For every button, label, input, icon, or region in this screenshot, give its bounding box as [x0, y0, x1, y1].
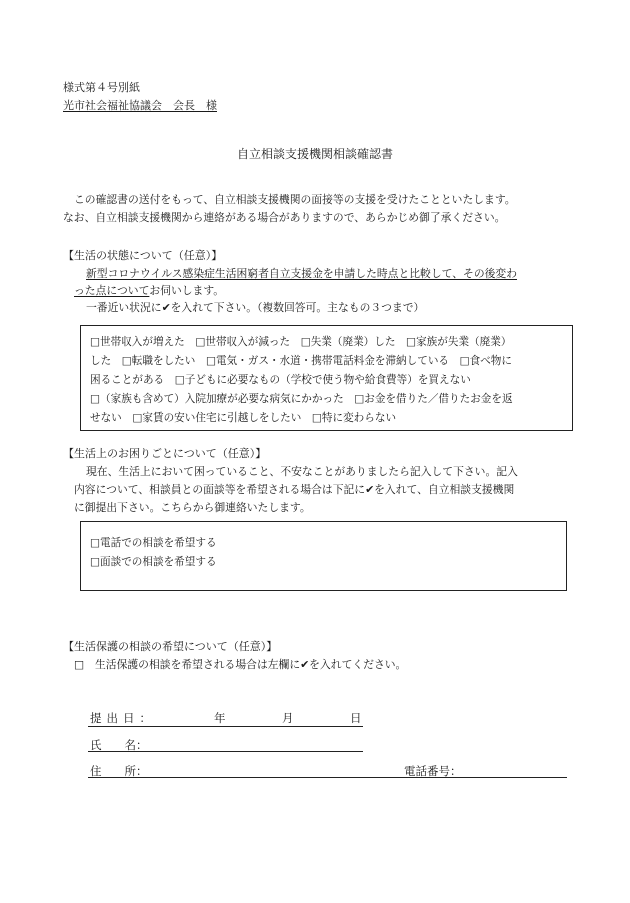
section-status-desc-2-rest: お伺いします。: [149, 284, 225, 297]
addressee: 光市社会福祉協議会 会長 様: [63, 99, 217, 112]
section-status-desc-2-underlined: った点について: [74, 284, 150, 297]
welfare-consult-checkbox[interactable]: □ 生活保護の相談を希望される場合は左欄に✔を入れてください。: [74, 658, 407, 671]
status-options-line[interactable]: □（家族も含めて）入院加療が必要な病気にかかった □お金を借りた／借りたお金を返: [90, 393, 513, 405]
section-troubles-heading: 【生活上のお困りごとについて（任意）】: [63, 447, 267, 460]
date-field-line[interactable]: [88, 726, 363, 727]
month-label: 月: [282, 711, 294, 725]
section-status-desc-1: 新型コロナウイルス感染症生活困窮者自立支援金を申請した時点と比較して、その後変わ: [86, 267, 518, 280]
status-options-box: [80, 325, 573, 431]
address-phone-field-line[interactable]: [88, 777, 567, 778]
section-troubles-desc-2: 内容について、相談員との面談等を希望される場合は下記に✔を入れて、自立相談支援機関: [74, 483, 515, 496]
status-options-line[interactable]: 困ることがある □子どもに必要なもの（学校で使う物や給食費等）を買えない: [90, 374, 471, 386]
intro-line-2: なお、自立相談支援機関から連絡がある場合がありますので、あらかじめ御了承ください。: [63, 211, 506, 224]
phone-label: 電話番号：: [404, 764, 462, 778]
name-field-line[interactable]: [88, 751, 363, 752]
status-options-line[interactable]: □世帯収入が増えた □世帯収入が減った □失業（廃業）した □家族が失業（廃業）: [90, 336, 512, 348]
status-options-line[interactable]: した □転職をしたい □電気・ガス・水道・携帯電話料金を滞納している □食べ物に: [90, 355, 512, 367]
interview-consult-option[interactable]: □面談での相談を希望する: [90, 556, 217, 568]
year-label: 年: [214, 711, 226, 725]
phone-consult-option[interactable]: □電話での相談を希望する: [90, 537, 217, 549]
submit-date-label: 提出日：: [90, 711, 156, 725]
intro-line-1: この確認書の送付をもって、自立相談支援機関の面接等の支援を受けたことといたします。: [74, 193, 516, 206]
address-label: 住 所：: [90, 764, 148, 778]
section-welfare-heading: 【生活保護の相談の希望について（任意）】: [63, 640, 278, 653]
form-number: 様式第４号別紙: [63, 81, 140, 94]
section-status-heading: 【生活の状態について（任意）】: [63, 249, 223, 262]
status-options-line[interactable]: せない □家賃の安い住宅に引越しをしたい □特に変わらない: [90, 412, 397, 424]
day-label: 日: [350, 711, 362, 725]
section-troubles-desc-1: 現在、生活上において困っていること、不安なことがありましたら記入して下さい。記入: [86, 465, 518, 478]
section-status-instruction: 一番近い状況に✔を入れて下さい。（複数回答可。主なもの３つまで）: [86, 301, 425, 314]
name-label: 氏 名：: [90, 738, 148, 752]
troubles-input-box[interactable]: [80, 521, 567, 591]
document-title: 自立相談支援機関相談確認書: [236, 147, 393, 161]
section-status-desc-2: [74, 283, 224, 299]
section-troubles-desc-3: に御提出下さい。こちらから御連絡いたします。: [74, 501, 311, 514]
